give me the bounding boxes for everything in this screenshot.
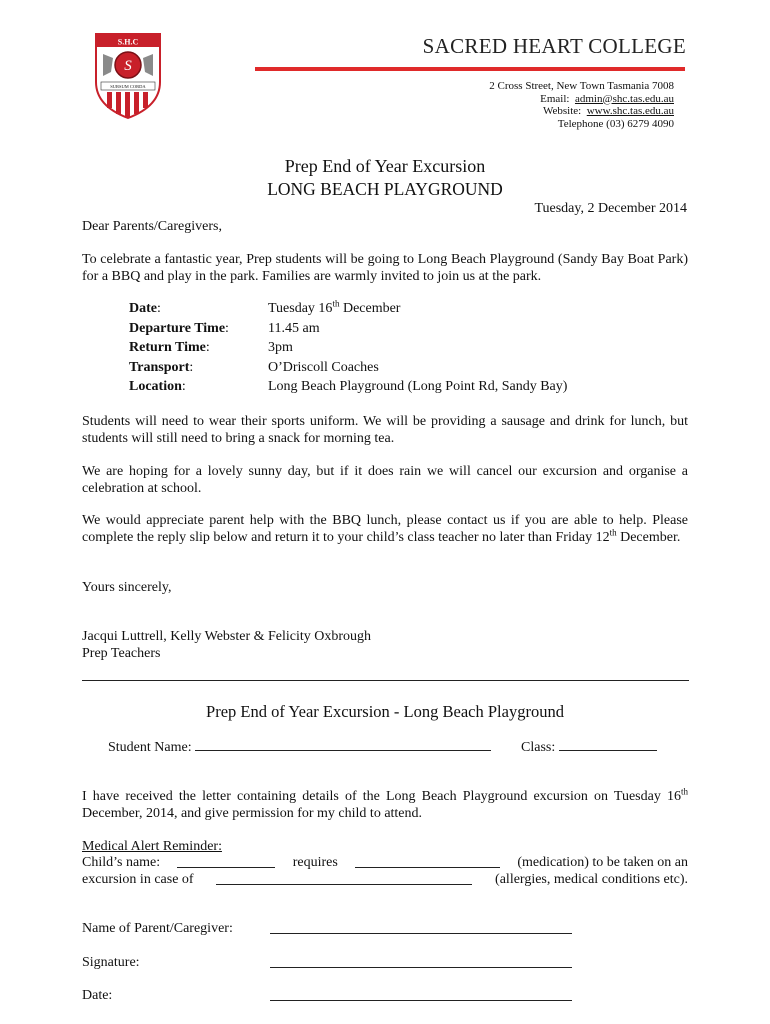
letter-title: Prep End of Year Excursion	[284, 156, 486, 176]
childs-name-line	[82, 855, 688, 871]
childs-name-blank[interactable]	[177, 855, 275, 868]
signature-blank[interactable]	[270, 955, 572, 968]
signatory-role: Prep Teachers	[82, 646, 161, 661]
condition-blank[interactable]	[216, 872, 472, 885]
detail-value: O’Driscoll Coaches	[268, 359, 379, 375]
detail-label: Date	[129, 301, 157, 316]
reply-slip-title: Prep End of Year Excursion - Long Beach Playground	[206, 702, 564, 721]
tear-off-divider	[82, 680, 689, 681]
date-row	[82, 988, 572, 1004]
consent-paragraph: I have received the letter containing details of the Long Beach Playground excursion on Tuesday 16th December, 2014, and give permission for my child to attend.	[82, 786, 688, 821]
detail-row-date: Date: Tuesday 16th December	[129, 299, 567, 319]
website-link[interactable]: www.shc.tas.edu.au	[586, 105, 674, 118]
svg-text:S.H.C: S.H.C	[117, 37, 139, 47]
letter-date: Tuesday, 2 December 2014	[534, 201, 687, 216]
letter-subtitle: LONG BEACH PLAYGROUND	[267, 179, 503, 199]
student-name-label: Student Name:	[108, 740, 192, 755]
signature-row	[82, 955, 572, 971]
signatories: Jacqui Luttrell, Kelly Webster & Felicity Oxbrough	[82, 629, 372, 644]
date-label: Date:	[82, 988, 113, 1003]
detail-label: Transport	[129, 359, 190, 375]
email-line	[489, 93, 674, 106]
email-label: Email:	[540, 92, 570, 105]
medication-text: (medication) to be taken on an	[517, 855, 688, 870]
salutation: Dear Parents/Caregivers,	[82, 219, 222, 234]
medication-blank[interactable]	[355, 855, 500, 868]
requires-label: requires	[292, 855, 338, 870]
uniform-paragraph: Students will need to wear their sports uniform. We will be providing a sausage and drink for lunch, but students will still need to bring a snack for morning tea.	[82, 414, 688, 446]
allergies-text: (allergies, medical conditions etc).	[495, 872, 688, 887]
intro-paragraph: To celebrate a fantastic year, Prep students will be going to Long Beach Playground (Sandy Bay Boat Park) for a BBQ and play in the park. Families are warmly invited to join us at the park.	[82, 252, 688, 284]
detail-label: Location	[129, 379, 182, 394]
parent-name-label: Name of Parent/Caregiver:	[82, 921, 233, 936]
rain-paragraph: We are hoping for a lovely sunny day, but if it does rain we will cancel our excursion and organise a celebration at school.	[82, 464, 688, 496]
detail-row-return: Return Time: 3pm	[129, 338, 567, 358]
detail-value: 3pm	[268, 340, 293, 355]
childs-name-label: Child’s name:	[82, 855, 161, 870]
header-divider	[255, 67, 685, 71]
svg-text:SURSUM CORDA: SURSUM CORDA	[110, 84, 146, 89]
svg-text:S: S	[124, 58, 132, 74]
detail-value: Long Beach Playground (Long Point Rd, Sandy Bay)	[268, 379, 568, 394]
class-blank[interactable]	[559, 738, 657, 751]
help-paragraph: We would appreciate parent help with the BBQ lunch, please contact us if you are able to help. Please complete the reply slip below and return it to your child’s class teacher no later than Friday 12th December.	[82, 513, 688, 545]
detail-row-transport: Transport: O’Driscoll Coaches	[129, 358, 567, 378]
parent-name-row	[82, 921, 572, 937]
student-name-field	[108, 738, 491, 756]
address-line: 2 Cross Street, New Town Tasmania 7008	[489, 80, 674, 92]
student-name-blank[interactable]	[195, 738, 491, 751]
detail-row-location: Location: Long Beach Playground (Long Point Rd, Sandy Bay)	[129, 377, 567, 397]
website-label: Website:	[543, 105, 582, 118]
school-name: SACRED HEART COLLEGE	[422, 34, 686, 58]
parent-name-blank[interactable]	[270, 921, 572, 934]
excursion-condition-line	[82, 872, 688, 888]
detail-value: Tuesday 16th December	[268, 298, 401, 316]
telephone-line: Telephone (03) 6279 4090	[557, 117, 674, 130]
detail-label: Return Time	[129, 340, 206, 355]
class-field	[521, 738, 657, 756]
college-crest-logo	[93, 32, 163, 120]
date-blank[interactable]	[270, 988, 572, 1001]
email-link[interactable]: admin@shc.tas.edu.au	[574, 92, 674, 105]
detail-label: Departure Time	[129, 320, 226, 336]
excursion-text: excursion in case of	[82, 872, 194, 887]
class-label: Class:	[521, 740, 556, 755]
website-line	[489, 105, 674, 118]
detail-value: 11.45 am	[268, 320, 320, 336]
excursion-details	[129, 299, 567, 397]
signature-label: Signature:	[82, 955, 140, 970]
closing: Yours sincerely,	[82, 580, 172, 595]
detail-row-departure: Departure Time: 11.45 am	[129, 319, 567, 339]
school-contact	[489, 80, 674, 130]
medical-alert-heading: Medical Alert Reminder:	[82, 839, 222, 854]
